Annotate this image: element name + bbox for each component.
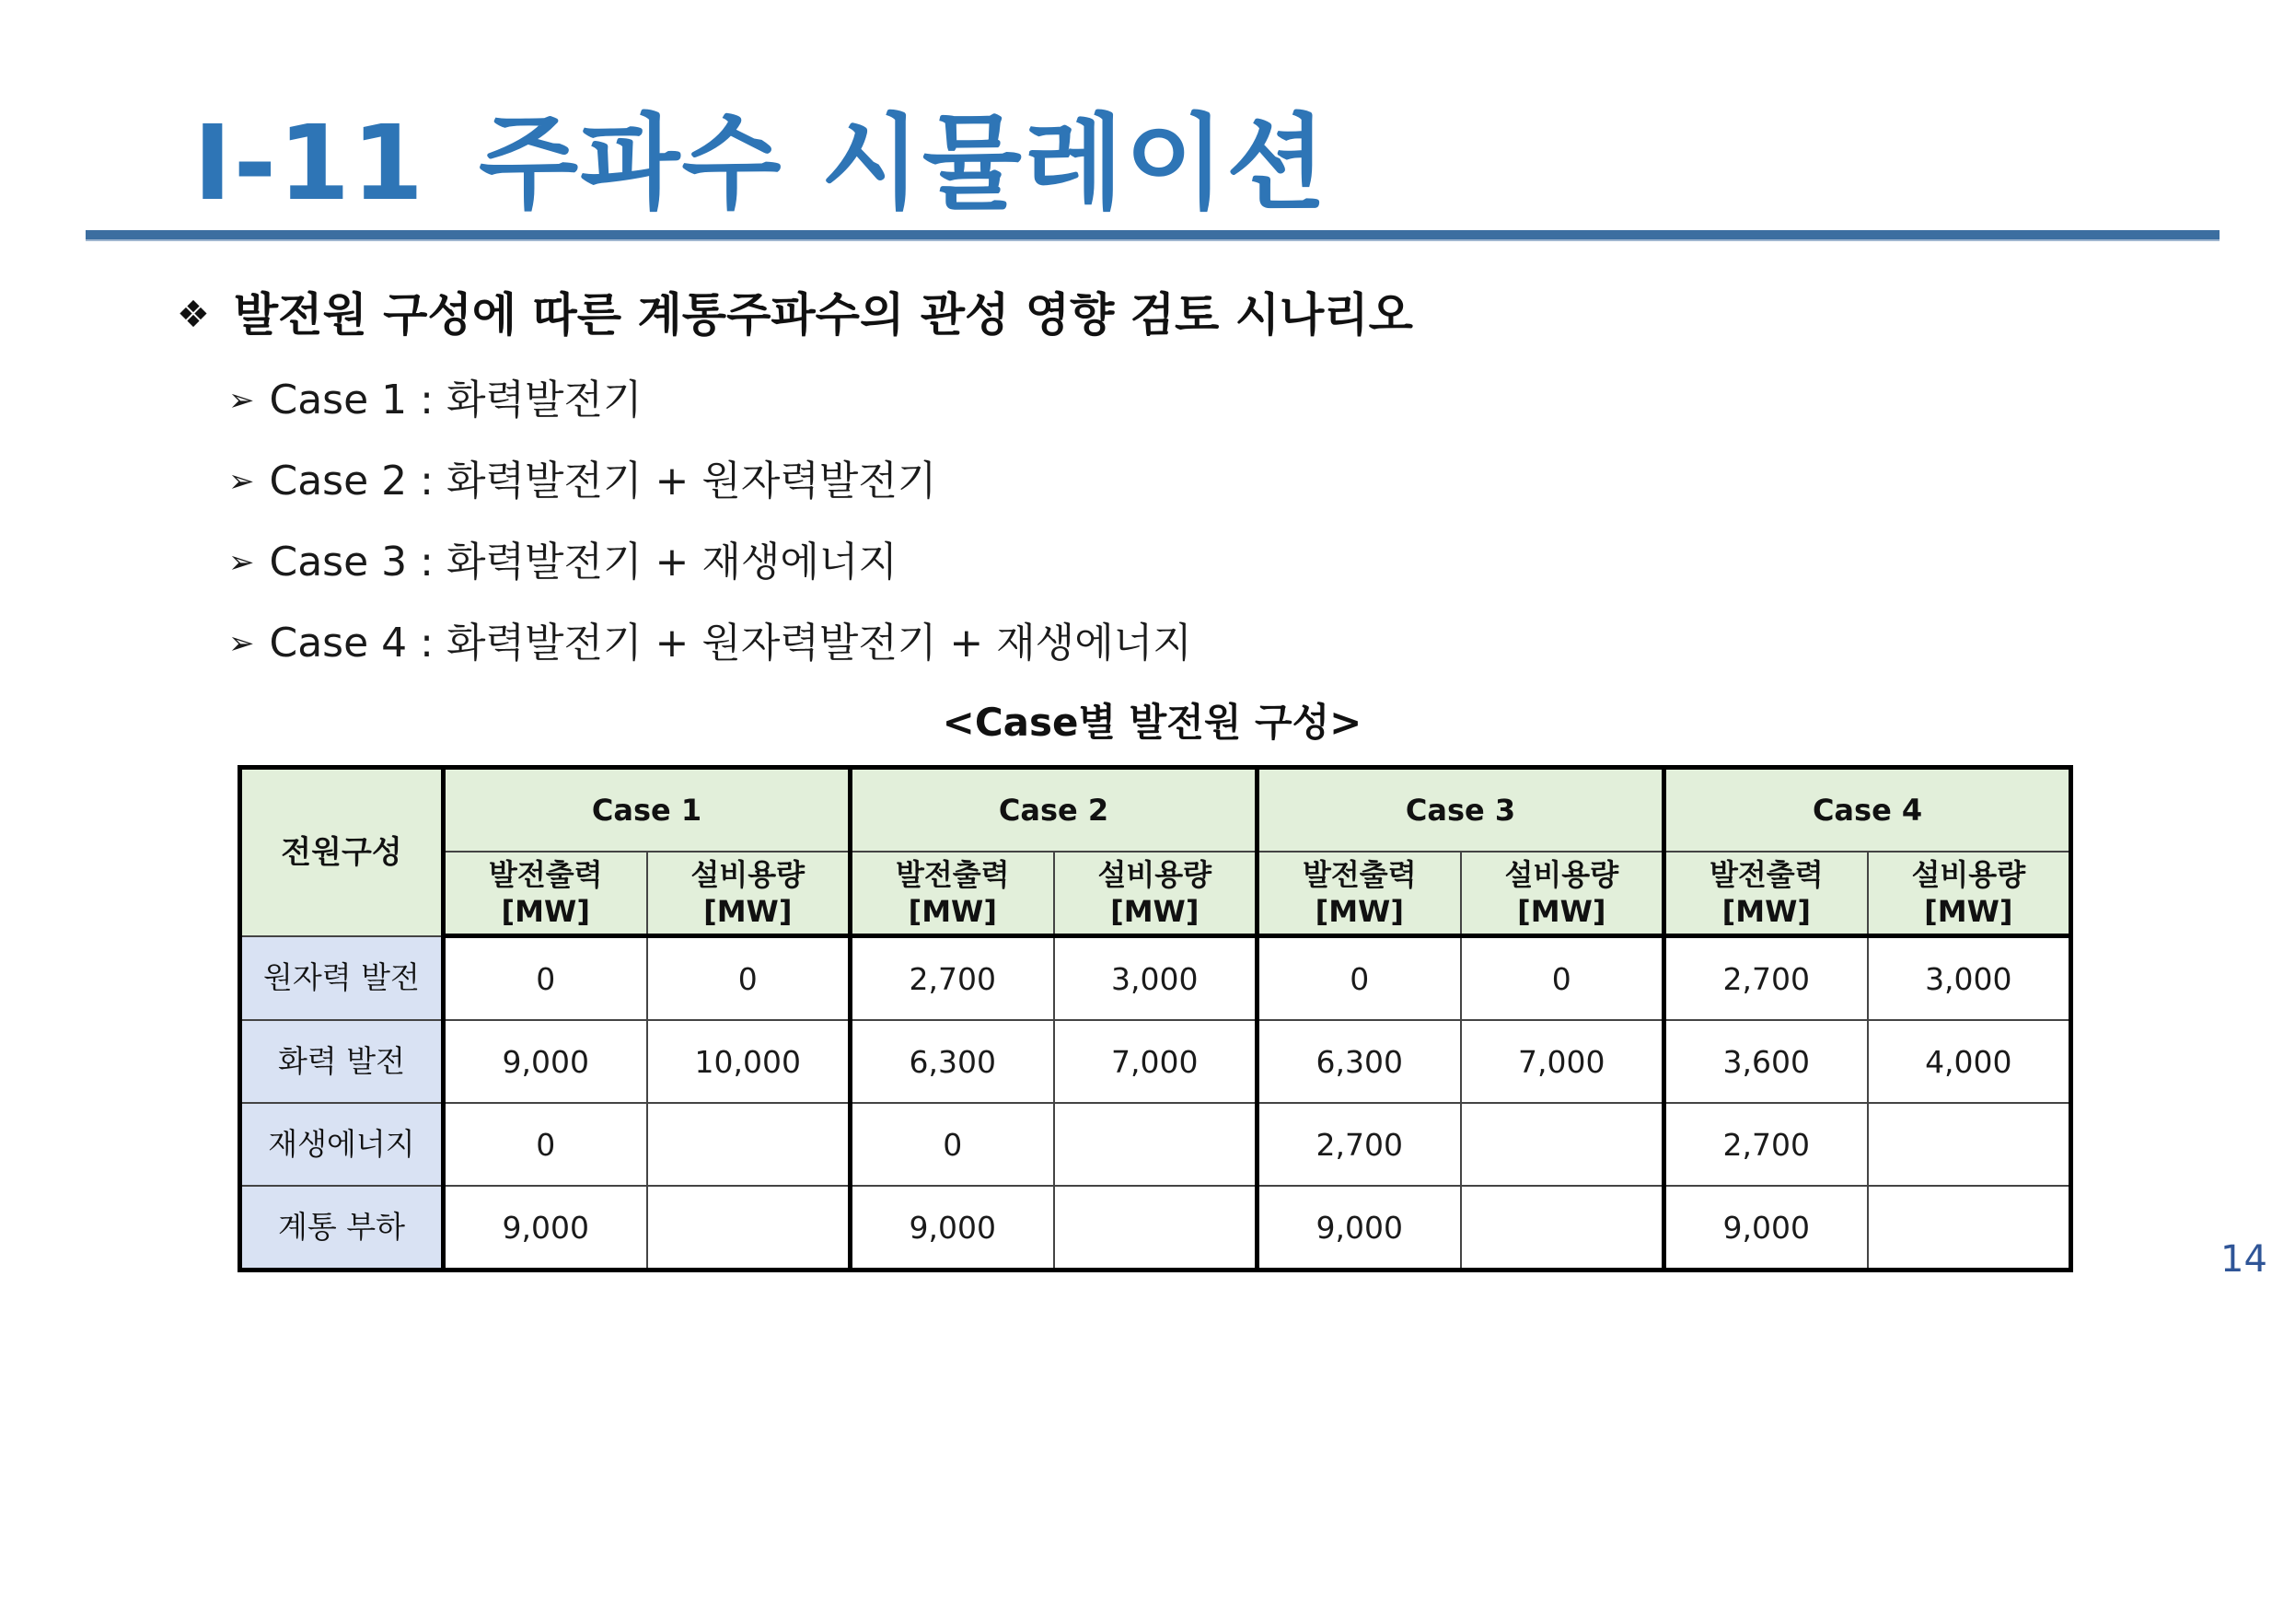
case-item xyxy=(228,454,1192,509)
main-bullet xyxy=(177,284,1413,346)
table-cell: 9,000 xyxy=(1258,1186,1461,1270)
table-cell xyxy=(647,1103,851,1186)
output-header xyxy=(444,852,647,936)
arrow-bullet-icon: ➢ xyxy=(228,625,255,662)
case-header: Case 4 xyxy=(1664,768,2071,853)
output-header-label: 발전출력 xyxy=(1709,857,1824,892)
title-text: 주파수 시뮬레이션 xyxy=(479,104,1328,224)
case-item xyxy=(228,373,1192,428)
diamond-bullet-icon: ❖ xyxy=(177,294,210,336)
output-header xyxy=(851,852,1054,936)
table-cell: 0 xyxy=(444,1103,647,1186)
table-cell: 4,000 xyxy=(1868,1020,2071,1103)
table-cell: 3,600 xyxy=(1664,1020,1868,1103)
table-row xyxy=(240,1020,2071,1103)
capacity-header xyxy=(1461,852,1664,936)
table-cell: 9,000 xyxy=(851,1186,1054,1270)
unit-label: [MW] xyxy=(1315,894,1404,929)
output-header-label: 발전출력 xyxy=(895,857,1010,892)
row-label: 재생에너지 xyxy=(240,1103,444,1186)
arrow-bullet-icon: ➢ xyxy=(228,544,255,581)
table-cell: 9,000 xyxy=(1664,1186,1868,1270)
output-header xyxy=(1258,852,1461,936)
case-item-text: Case 3 : 화력발전기 + 재생에너지 xyxy=(269,539,898,586)
case-header-row xyxy=(240,768,2071,853)
table-cell xyxy=(1868,1103,2071,1186)
table-cell: 2,700 xyxy=(1258,1103,1461,1186)
capacity-header-label: 설비용량 xyxy=(1911,857,2026,892)
output-header-label: 발전출력 xyxy=(488,857,603,892)
output-header xyxy=(1664,852,1868,936)
main-bullet-text: 발전원 구성에 따른 계통주파수의 관성 영향 검토 시나리오 xyxy=(233,288,1413,342)
table-cell xyxy=(1054,1186,1258,1270)
case-item-text: Case 1 : 화력발전기 xyxy=(269,377,643,423)
table-cell: 0 xyxy=(444,936,647,1021)
arrow-bullet-icon: ➢ xyxy=(228,382,255,419)
unit-label: [MW] xyxy=(703,894,793,929)
table-cell: 3,000 xyxy=(1054,936,1258,1021)
capacity-header-label: 설비용량 xyxy=(1504,857,1619,892)
table-cell: 2,700 xyxy=(851,936,1054,1021)
table-row xyxy=(240,1103,2071,1186)
table-cell xyxy=(1054,1103,1258,1186)
table-cell: 0 xyxy=(1461,936,1664,1021)
case-header: Case 1 xyxy=(444,768,851,853)
unit-label: [MW] xyxy=(501,894,590,929)
table-row xyxy=(240,1186,2071,1270)
sub-header-row xyxy=(240,852,2071,936)
corner-header: 전원구성 xyxy=(240,768,444,936)
output-header-label: 발전출력 xyxy=(1302,857,1417,892)
arrow-bullet-icon: ➢ xyxy=(228,463,255,500)
title-number: I-11 xyxy=(193,104,426,224)
case-header: Case 3 xyxy=(1258,768,1664,853)
case-item-text: Case 2 : 화력발전기 + 원자력발전기 xyxy=(269,458,937,505)
table-cell: 7,000 xyxy=(1054,1020,1258,1103)
table-cell: 7,000 xyxy=(1461,1020,1664,1103)
table-cell: 9,000 xyxy=(444,1020,647,1103)
unit-label: [MW] xyxy=(1517,894,1606,929)
case-item-text: Case 4 : 화력발전기 + 원자력발전기 + 재생에너지 xyxy=(269,620,1192,667)
table-cell: 2,700 xyxy=(1664,1103,1868,1186)
table-cell: 10,000 xyxy=(647,1020,851,1103)
row-label: 원자력 발전 xyxy=(240,936,444,1021)
case-item xyxy=(228,616,1192,671)
capacity-header xyxy=(1868,852,2071,936)
table-cell: 0 xyxy=(1258,936,1461,1021)
table-cell: 0 xyxy=(647,936,851,1021)
case-list xyxy=(228,373,1192,697)
title-divider xyxy=(86,230,2220,241)
case-item xyxy=(228,535,1192,590)
page-number: 14 xyxy=(2220,1238,2267,1281)
unit-label: [MW] xyxy=(1721,894,1811,929)
table-cell xyxy=(1868,1186,2071,1270)
table-caption: <Case별 발전원 구성> xyxy=(942,700,1362,745)
table-cell: 9,000 xyxy=(444,1186,647,1270)
capacity-header xyxy=(647,852,851,936)
capacity-header-label: 설비용량 xyxy=(690,857,806,892)
row-label: 화력 발전 xyxy=(240,1020,444,1103)
power-source-table xyxy=(238,765,2073,1272)
table-cell xyxy=(647,1186,851,1270)
slide-title xyxy=(193,99,1328,228)
table-cell: 6,300 xyxy=(851,1020,1054,1103)
table-row xyxy=(240,936,2071,1021)
capacity-header xyxy=(1054,852,1258,936)
unit-label: [MW] xyxy=(1924,894,2013,929)
table-cell: 3,000 xyxy=(1868,936,2071,1021)
row-label: 계통 부하 xyxy=(240,1186,444,1270)
table-cell: 6,300 xyxy=(1258,1020,1461,1103)
unit-label: [MW] xyxy=(908,894,997,929)
unit-label: [MW] xyxy=(1110,894,1200,929)
capacity-header-label: 설비용량 xyxy=(1097,857,1212,892)
case-header: Case 2 xyxy=(851,768,1258,853)
table-cell: 2,700 xyxy=(1664,936,1868,1021)
table-cell xyxy=(1461,1186,1664,1270)
table-cell: 0 xyxy=(851,1103,1054,1186)
table-cell xyxy=(1461,1103,1664,1186)
